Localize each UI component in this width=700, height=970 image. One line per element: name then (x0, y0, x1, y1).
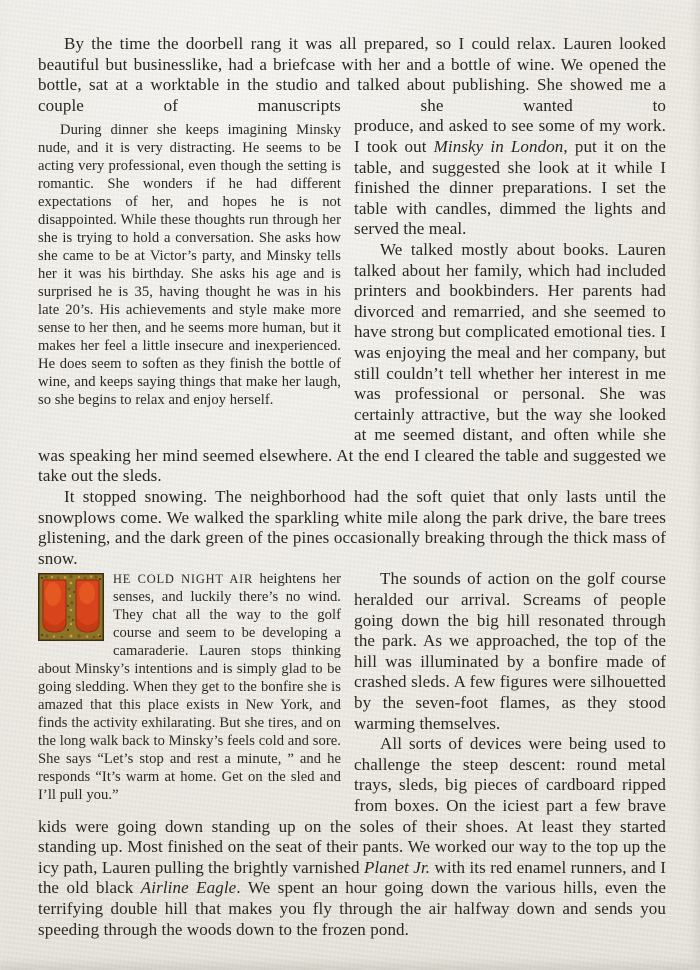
paragraph-opening: By the time the doorbell rang it was all prepared, so I could relax. Lauren looked beautiful but businesslike, had a briefcase with her and a bottle of wine. We opened the bottle, sat at a worktable in the studio and talked about publishing. She showed me a couple of manuscripts she wanted to (38, 34, 666, 115)
sidebar-note-night-body: heightens her senses, and luckily there’s no wind. They chat all the way to the golf course and seem to be developing a camaraderie. Lauren stops thinking about Minsky’s intentions and is simply glad to be going sledding. When they get to the bonfire she is amazed that this place exists in New York, and finds the activity exhilarating. But she tires, and on the long walk back to Minsky’s feels cold and sore. She says “Let’s stop and rest a minute, ” and he responds “It’s warm at home. Get on the sled and I’ll pull you.” (38, 571, 342, 804)
section-dinner (38, 116, 666, 487)
section-sledding (38, 569, 666, 940)
paragraph-devices-text: with its red enamel runners, and I the old black (38, 857, 666, 898)
paragraph-devices-text: . We spent an hour going down the various hills, even the terrifying double hill that makes you fly through the air halfway down and sends you speeding through the woods down to the frozen pond. (38, 878, 666, 939)
book-title-minsky-in-london: Minsky in London (433, 136, 564, 156)
paragraph-books: We talked mostly about books. Lauren talked about her family, which had included printers and bookbinders. Her parents had divorced and remarried, and she seemed to have strong but complicated emotional ties. I was enjoying the meal and her company, but still couldn’t tell whether her interest in me was professional or personal. She was certainly attractive, but the way she looked at me seemed distant, and often while she was speaking her mind seemed elsewhere. At the end I cleared the table and suggested we take out the sleds. (38, 239, 666, 486)
illuminated-capital-t-icon (38, 573, 104, 641)
sled-name-planet-jr: Planet Jr. (363, 857, 431, 877)
sled-name-airline-eagle: Airline Eagle (140, 878, 237, 898)
paragraph-manuscripts-text: , put it on the table, and suggested she look at it while I finished the dinner preparations. I set the table with candles, dimmed the lights and served the meal. (354, 136, 666, 239)
sidebar-note-dinner (38, 121, 341, 409)
smallcaps-lead: HE COLD NIGHT AIR (113, 572, 254, 587)
paragraph-snow: It stopped snowing. The neighborhood had the soft quiet that only lasts until the snowplows come. We walked the sparkling white mile along the park drive, the bare trees glistening, and the dark green of the pines occasionally breaking through the thick mass of snow. (38, 487, 666, 568)
paragraph-manuscripts-text: produce, and asked to see some of my work. I took out (354, 116, 666, 156)
sidebar-note-night (38, 570, 341, 804)
paragraph-devices-text: All sorts of devices were being used to challenge the steep descent: round metal trays, sleds, big pieces of cardboard ripped from boxes. On the iciest part a few brave kids were going down standing up on the soles of their shoes. At least they started standing up. Most finished on the seat of their pants. We worked our way to the top up the icy path, Lauren pulling the brightly varnished (38, 734, 666, 877)
sidebar-note-dinner-text: During dinner she keeps imagining Minsky nude, and it is very distracting. He seems to be acting very professional, even though the setting is romantic. She wonders if he had different expectations of her, and hopes he is not disappointed. While these thoughts run through her she is trying to hold a conversation. She asks how she came to be at Victor’s party, and Minsky tells her it was his birthday. She asks his age and is surprised he is 35, having thought he was in his late 20’s. His achievements and style make more sense to her then, and he seems more human, but it makes her feel a little insecure and inexperienced. He does seem to soften as they finish the bottle of wine, and keeps saying things that make her laugh, so she begins to relax and enjoy herself. (38, 122, 341, 409)
paragraph-golf-course: The sounds of action on the golf course heralded our arrival. Screams of people going down the big hill resonated through the park. As we approached, the top of the hill was illuminated by a bonfire made of crashed sleds. A few figures were silhouetted by the seven-foot flames, as they stood warming themselves. (354, 569, 666, 733)
